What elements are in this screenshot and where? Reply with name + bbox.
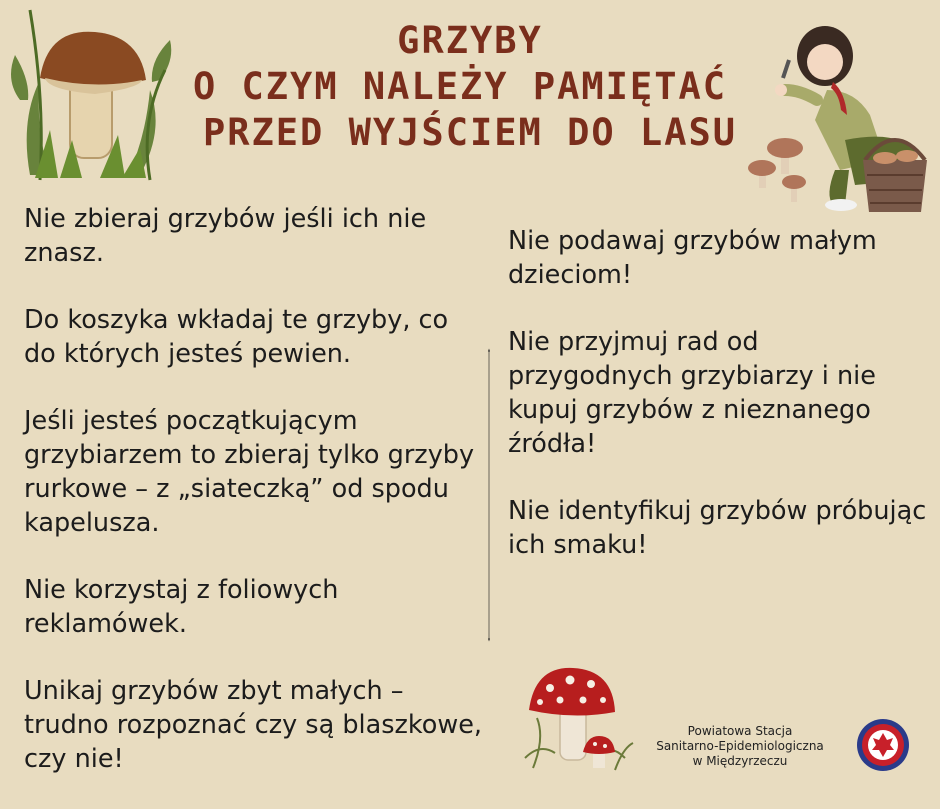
page-title-line-1: GRZYBY xyxy=(397,19,543,62)
left-tips-column xyxy=(24,202,484,809)
right-tips-column xyxy=(508,224,928,595)
fly-agaric-icon xyxy=(515,658,640,773)
tip-item: Jeśli jesteś początkującym grzybiarzem to zbieraj tylko grzyby rurkowe – z „siateczką” od spodu kapelusza. xyxy=(24,406,475,538)
tip-item: Nie zbieraj grzybów jeśli ich nie znasz. xyxy=(24,204,427,268)
tip-item: Nie podawaj grzybów małym dzieciom! xyxy=(508,226,877,290)
boletus-mushroom-icon xyxy=(0,0,185,185)
tip-item: Nie przyjmuj rad od przygodnych grzybiarzy i nie kupuj grzybów z nieznanego źródła! xyxy=(508,327,876,459)
tip-item: Do koszyka wkładaj te grzyby, co do których jesteś pewien. xyxy=(24,305,449,369)
page-title-line-3: PRZED WYJŚCIEM DO LASU xyxy=(202,111,738,154)
tip-item: Unikaj grzybów zbyt małych – trudno rozpoznać czy są blaszkowe, czy nie! xyxy=(24,676,482,774)
column-divider xyxy=(488,202,490,788)
footer-line: Sanitarno-Epidemiologiczna xyxy=(656,739,824,753)
state-sanitary-inspection-logo-icon xyxy=(856,718,910,772)
footer-line: w Międzyrzeczu xyxy=(692,754,788,768)
tip-item: Nie korzystaj z foliowych reklamówek. xyxy=(24,575,339,639)
institution-name xyxy=(640,724,840,769)
footer-line: Powiatowa Stacja xyxy=(687,724,793,738)
page-title-line-2: O CZYM NALEŻY PAMIĘTAĆ xyxy=(192,65,728,108)
tip-item: Nie identyfikuj grzybów próbując ich smaku! xyxy=(508,496,927,560)
girl-picking-mushrooms-icon xyxy=(745,20,940,220)
